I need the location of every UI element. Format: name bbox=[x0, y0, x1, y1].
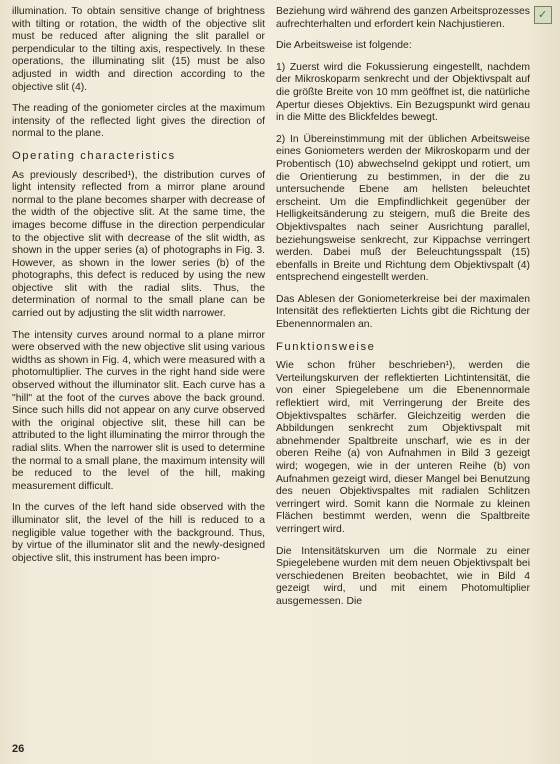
paragraph: Wie schon früher beschrieben¹), werden die Verteilungskurven der reflektierten Lichtintensität, die von einer Spiegelebene um die Ebenennormale reflektiert wird, mit Verringerung der Breite des Objektivspaltes schärfer. Gleichzeitig werden die Abbildungen senkrecht zum Objektivspalt mit abnehmender Spaltbreite unscharf, wie es in der oberen Reihe (a) von Aufnahmen in Bild 3 gezeigt wird; wogegen, wie in der unteren Reihe (b) von Aufnahmen gezeigt wird, dieser Mangel bei Benutzung des neuen Objektivspaltes mit radialen Schlitzen verringert wird. Somit kann die Normale zu kleinen Flächen bestimmt werden, wenn die Spaltbreite verringert wird. bbox=[276, 360, 530, 535]
section-heading: Funktionsweise bbox=[276, 340, 376, 353]
paragraph: illumination. To obtain sensitive change of brightness with tilting or rotation, the width of the objective slit must be reduced after aligning the slit parallel or perpendicular to the tilting axis, respectively. In these operations, the illuminating slit (15) must be also adjusted in width and direction according to the objective slit (4). bbox=[12, 6, 265, 93]
paragraph: The intensity curves around normal to a plane mirror were observed with the new objective slit using various widths as shown in Fig. 4, which were measured with a photomultiplier. The curves in the right hand side were observed without the illuminator slit. Each curve has a "hill" at the foot of the curves above the back ground. Since such hills did not appear on any curve observed with the original objective slit, these hill can be attributed to the light illuminating the mirror through the radial slits. When the narrower slit is used to determine the normal to a small plane, the maximum intensity will be reduced to the level of the hill, making measurement difficult. bbox=[12, 329, 265, 492]
paragraph: The reading of the goniometer circles at the maximum intensity of the reflected light gives the direction of normal to the plane. bbox=[12, 103, 265, 140]
paragraph: 1) Zuerst wird die Fokussierung eingestellt, nachdem der Mikroskoparm senkrecht und der Objektivspalt auf die größte Breite von 10 mm geöffnet ist, die natürliche Apertur dieses Objektivs. Ein Bezugspunkt wird genau in die Mitte des Blickfeldes bewegt. bbox=[276, 61, 530, 124]
paragraph: 2) In Übereinstimmung mit der üblichen Arbeitsweise eines Goniometers werden der Mikroskoparm und der Probentisch (10) abwechselnd gekippt und rotiert, um die Orientierung zu bestimmen, in der die zu untersuchende Ebene am hellsten beleuchtet erscheint. Um die Empfindlichkeit gegenüber der Helligkeitsänderung zu steigern, muß die Breite des Objektivspaltes nach seiner Ausrichtung parallel, beziehungsweise senkrecht, zur Kippachse verringert werden. Dabei muß der Beleuchtungsspalt (15) ebenfalls in Breite und Richtung dem Objektivspalt (4) entsprechend eingestellt werden. bbox=[276, 133, 530, 284]
page-number: 26 bbox=[12, 743, 25, 755]
checkbox-mark-icon bbox=[534, 6, 552, 24]
paragraph: Beziehung wird während des ganzen Arbeitsprozesses aufrechterhalten und erfordert kein Nachjustieren. bbox=[276, 6, 530, 30]
english-column bbox=[12, 6, 265, 574]
german-column bbox=[276, 6, 530, 618]
paragraph: In the curves of the left hand side observed with the illuminator slit, the level of the hill is reduced to a negligible value together with the background. Thus, by virtue of the illuminator slit and the newly-designed objective slit, this instrument has been impro- bbox=[12, 502, 265, 564]
paragraph: Das Ablesen der Goniometerkreise bei der maximalen Intensität des reflektierten Lichts gibt die Richtung der Ebenennormalen an. bbox=[276, 293, 530, 331]
paragraph: Die Arbeitsweise ist folgende: bbox=[276, 40, 412, 52]
section-heading: Operating characteristics bbox=[12, 149, 176, 162]
paragraph: Die Intensitätskurven um die Normale zu einer Spiegelebene wurden mit dem neuen Objektivspalt bei verschiedenen Breiten beobachtet, wie in Bild 4 gezeigt wird, und mit einem Photomultiplier ausgemessen. Die bbox=[276, 545, 530, 607]
check-glyph: ✓ bbox=[538, 9, 548, 21]
paragraph: As previously described¹), the distribution curves of light intensity reflected from a mirror plane around normal to the plane becomes sharper with decrease of the width of the objective slit. At the same time, the images become diffuse in the direction perpendicular to the objective slit with decrease of the slit width, as shown in the upper series (a) of photographs in Fig. 3. However, as shown in the lower series (b) of the photographs, this defect is reduced by using the new objective slit with the radial slits. Thus, the determination of normal to the small plane can be carried out by adjusting the slit width narrower. bbox=[12, 169, 265, 320]
